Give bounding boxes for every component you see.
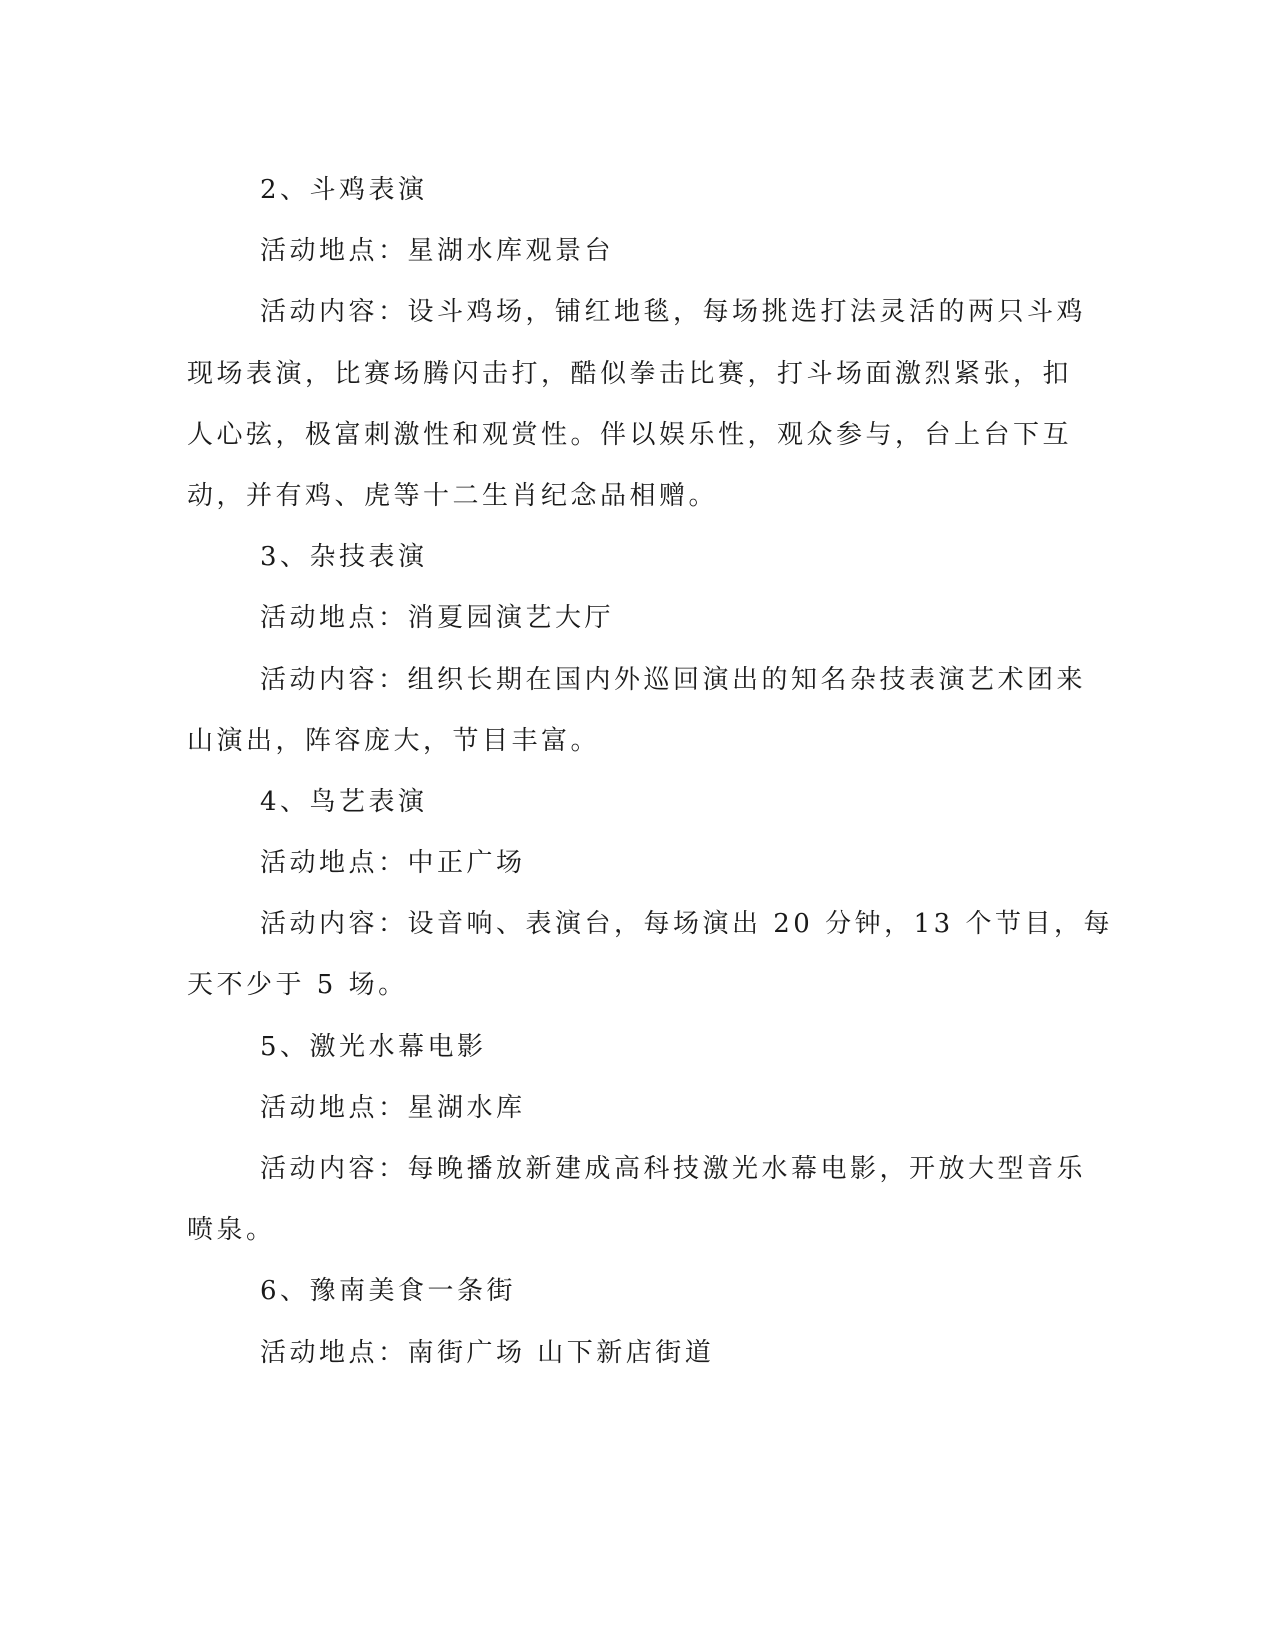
- section-heading: 5、激光水幕电影: [260, 1031, 487, 1062]
- section-heading: 4、鸟艺表演: [260, 786, 428, 817]
- section-content-line: 活动内容：组织长期在国内外巡回演出的知名杂技表演艺术团来: [260, 664, 1087, 695]
- section-location: 活动地点：中正广场: [260, 848, 526, 879]
- section-heading: 3、杂技表演: [260, 542, 428, 573]
- section-content-line: 活动内容：设音响、表演台，每场演出 20 分钟，13 个节目，每: [260, 909, 1113, 940]
- section-content-line: 人心弦，极富刺激性和观赏性。伴以娱乐性，观众参与，台上台下互: [187, 419, 1073, 450]
- section-location: 活动地点：星湖水库: [260, 1092, 526, 1123]
- section-location: 活动地点：星湖水库观景台: [260, 236, 615, 267]
- section-content-line: 喷泉。: [187, 1215, 276, 1246]
- document-page: [187, 160, 1113, 1384]
- section-content-line: 现场表演，比赛场腾闪击打，酷似拳击比赛，打斗场面激烈紧张，扣: [187, 358, 1073, 389]
- section-content-line: 活动内容：每晚播放新建成高科技激光水幕电影，开放大型音乐: [260, 1154, 1087, 1184]
- section-location: 活动地点：消夏园演艺大厅: [260, 603, 615, 634]
- section-location: 活动地点：南街广场 山下新店街道: [260, 1337, 715, 1368]
- section-content-line: 山演出，阵容庞大，节目丰富。: [187, 725, 601, 756]
- section-heading: 2、斗鸡表演: [260, 175, 428, 205]
- section-content-line: 天不少于 5 场。: [187, 970, 408, 1001]
- section-content-line: 活动内容：设斗鸡场，铺红地毯，每场挑选打法灵活的两只斗鸡: [260, 297, 1087, 328]
- section-content-line: 动，并有鸡、虎等十二生肖纪念品相赠。: [187, 480, 719, 511]
- section-heading: 6、豫南美食一条街: [260, 1276, 517, 1307]
